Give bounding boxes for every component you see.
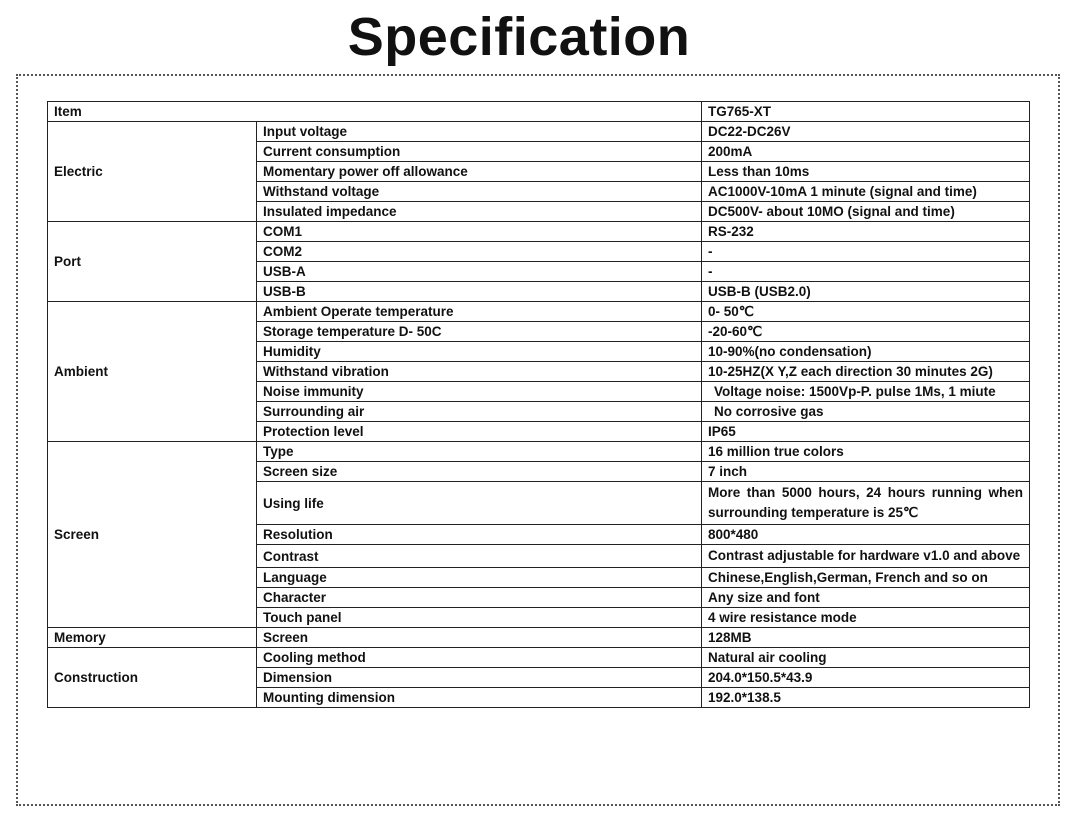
row-value: Chinese,English,German, French and so on [702,568,1030,588]
row-value: DC500V- about 10MO (signal and time) [702,202,1030,222]
row-label: Ambient Operate temperature [257,302,702,322]
row-label: Language [257,568,702,588]
row-label: Touch panel [257,608,702,628]
row-label: COM2 [257,242,702,262]
table-row [48,628,1030,648]
page-title: Specification [347,7,691,67]
row-value: 192.0*138.5 [702,688,1030,708]
row-label: Mounting dimension [257,688,702,708]
row-label: COM1 [257,222,702,242]
row-label: Screen size [257,462,702,482]
row-value: Voltage noise: 1500Vp-P. pulse 1Ms, 1 miute [702,382,1030,402]
row-label: Storage temperature D- 50C [257,322,702,342]
row-value: Natural air cooling [702,648,1030,668]
row-value: DC22-DC26V [702,122,1030,142]
row-value: RS-232 [702,222,1030,242]
row-label: Character [257,588,702,608]
row-value: 7 inch [702,462,1030,482]
row-label: Humidity [257,342,702,362]
row-value: 16 million true colors [702,442,1030,462]
row-label: Screen [257,628,702,648]
row-value: 800*480 [702,525,1030,545]
row-value: No corrosive gas [702,402,1030,422]
row-label: Type [257,442,702,462]
row-label: Current consumption [257,142,702,162]
row-value: AC1000V-10mA 1 minute (signal and time) [702,182,1030,202]
table-row [48,648,1030,668]
row-value: - [702,262,1030,282]
row-label: Surrounding air [257,402,702,422]
row-value: 204.0*150.5*43.9 [702,668,1030,688]
row-value: 0- 50℃ [702,302,1030,322]
spec-table [47,101,1030,708]
table-row [48,122,1030,142]
table-row [48,442,1030,462]
row-value: 10-90%(no condensation) [702,342,1030,362]
group-memory: Memory [48,628,257,648]
row-label: Input voltage [257,122,702,142]
row-value: - [702,242,1030,262]
row-value: USB-B (USB2.0) [702,282,1030,302]
header-model: TG765-XT [702,102,1030,122]
row-value: More than 5000 hours, 24 hours running when surrounding temperature is 25℃ [702,482,1030,525]
group-electric: Electric [48,122,257,222]
group-ambient: Ambient [48,302,257,442]
row-label: USB-B [257,282,702,302]
row-label: Noise immunity [257,382,702,402]
row-label: Withstand vibration [257,362,702,382]
row-label: Using life [257,482,702,525]
header-item: Item [48,102,702,122]
group-construction: Construction [48,648,257,708]
row-value: 10-25HZ(X Y,Z each direction 30 minutes 2G) [702,362,1030,382]
row-label: Resolution [257,525,702,545]
row-value: Contrast adjustable for hardware v1.0 and above [702,545,1030,568]
row-value: Any size and font [702,588,1030,608]
table-row [48,302,1030,322]
row-value: 128MB [702,628,1030,648]
row-label: USB-A [257,262,702,282]
table-row [48,222,1030,242]
row-label: Contrast [257,545,702,568]
row-value: -20-60℃ [702,322,1030,342]
group-port: Port [48,222,257,302]
row-value: 4 wire resistance mode [702,608,1030,628]
row-value: 200mA [702,142,1030,162]
row-label: Momentary power off allowance [257,162,702,182]
group-screen: Screen [48,442,257,628]
row-label: Dimension [257,668,702,688]
row-label: Protection level [257,422,702,442]
row-label: Insulated impedance [257,202,702,222]
row-label: Withstand voltage [257,182,702,202]
row-value: IP65 [702,422,1030,442]
row-value: Less than 10ms [702,162,1030,182]
table-header-row [48,102,1030,122]
row-label: Cooling method [257,648,702,668]
